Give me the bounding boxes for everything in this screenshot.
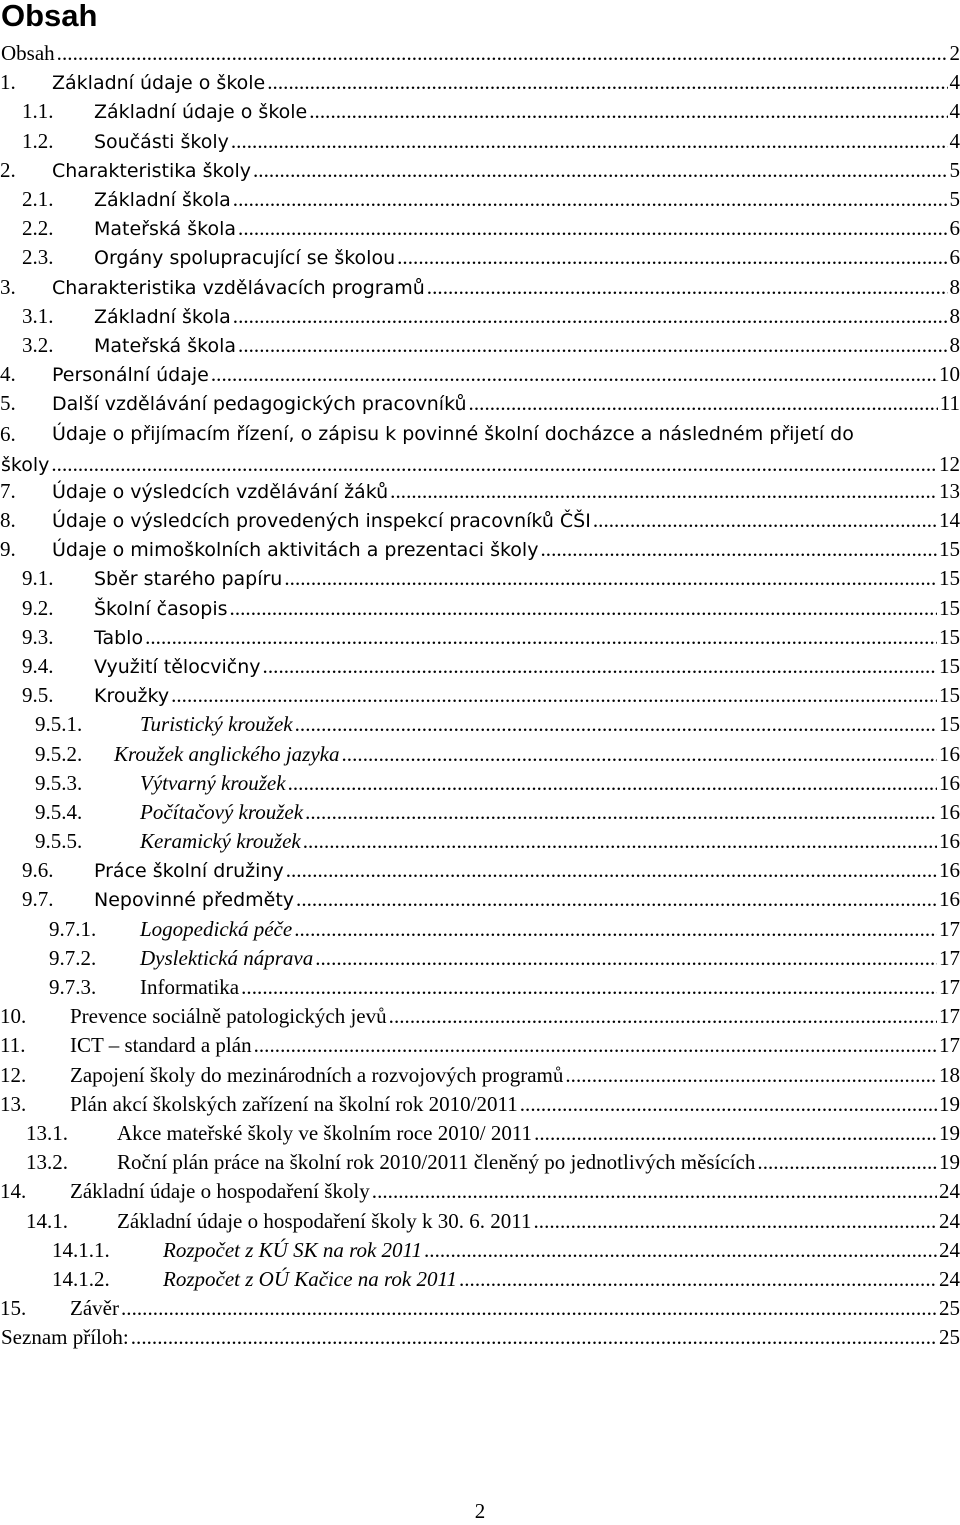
toc-entry-label: Základní údaje o hospodaření školy (70, 1179, 370, 1204)
toc-entry-number: 8. (0, 508, 16, 533)
toc-entry-2[interactable] (0, 158, 960, 187)
toc-entry-label: Kroužky (94, 685, 170, 708)
toc-entry-number: 6. (0, 422, 16, 447)
dot-leader (233, 187, 948, 212)
toc-entry-1[interactable] (0, 70, 960, 99)
toc-entry-label: Údaje o výsledcích vzdělávání žáků (52, 480, 389, 503)
dot-leader (315, 946, 937, 971)
dot-leader (131, 1325, 937, 1350)
toc-entry-obsah[interactable] (0, 41, 960, 70)
toc-entry-page: 4 (949, 70, 960, 95)
toc-entry-number: 9.5.1. (35, 712, 83, 737)
toc-entry-label: Výtvarný kroužek (140, 770, 286, 795)
toc-entry-page: 19 (939, 1091, 960, 1116)
dot-leader (533, 1209, 937, 1234)
toc-entry-14[interactable] (0, 1179, 960, 1208)
toc-entry-label: Další vzdělávání pedagogických pracovníků (52, 393, 467, 416)
dot-leader (397, 245, 947, 270)
toc-entry-5[interactable] (0, 391, 960, 420)
toc-entry-label: Charakteristika školy (52, 159, 251, 182)
toc-entry-page: 16 (939, 829, 960, 854)
toc-entry-page: 17 (939, 1004, 960, 1029)
toc-entry-8[interactable] (0, 508, 960, 537)
dot-leader (231, 129, 948, 154)
toc-entry-number: 14.1.1. (52, 1237, 110, 1262)
toc-entry-label: Základní údaje o škole (52, 72, 266, 95)
dot-leader (263, 654, 937, 679)
toc-entry-10[interactable] (0, 1004, 960, 1033)
toc-entry-page: 15 (939, 595, 960, 620)
toc-entry-label: Počítačový kroužek (140, 799, 304, 824)
toc-entry-page: 17 (939, 1033, 960, 1058)
dot-leader (305, 800, 937, 825)
toc-entry-number: 9.1. (22, 566, 54, 591)
toc-entry-page: 12 (939, 451, 960, 476)
toc-entry-9-5[interactable] (0, 683, 960, 712)
dot-leader (171, 683, 937, 708)
dot-leader (294, 917, 937, 942)
toc-entry-2-3[interactable] (0, 245, 960, 274)
toc-entry-7[interactable] (0, 479, 960, 508)
toc-entry-label: Základní údaje o hospodaření školy k 30. 6. 2011 (117, 1208, 532, 1233)
toc-entry-number: 9.7.3. (49, 975, 97, 1000)
toc-entry-label: Školní časopis (94, 597, 228, 620)
toc-entry-9-4[interactable] (0, 654, 960, 683)
page-title: Obsah (1, 0, 98, 33)
toc-entry-label: Akce mateřské školy ve školním roce 2010/ 2011 (117, 1120, 533, 1145)
table-of-contents (0, 41, 960, 1354)
toc-entry-9-5-5[interactable] (0, 829, 960, 858)
dot-leader (593, 508, 937, 533)
toc-entry-label: Využití tělocvičny (94, 655, 261, 678)
toc-entry-14-1-1[interactable] (0, 1238, 960, 1267)
dot-leader (296, 887, 937, 912)
toc-entry-label: Rozpočet z OÚ Kačice na rok 2011 (163, 1266, 457, 1291)
toc-entry-page: 16 (939, 741, 960, 766)
toc-entry-page: 5 (949, 157, 960, 182)
toc-entry-number: 9.5.4. (35, 799, 83, 824)
toc-entry-3-1[interactable] (0, 304, 960, 333)
toc-entry-number: 9.5. (22, 683, 54, 708)
dot-leader (427, 275, 948, 300)
toc-entry-label: Základní škola (94, 305, 231, 328)
dot-leader (230, 596, 937, 621)
toc-entry-number: 10. (0, 1004, 27, 1029)
toc-entry-number: 2.2. (22, 216, 54, 241)
toc-entry-page: 19 (939, 1120, 960, 1145)
toc-entry-number: 9.7. (22, 887, 54, 912)
toc-entry-page: 17 (939, 945, 960, 970)
dot-leader (342, 742, 938, 767)
dot-leader (51, 450, 937, 479)
toc-entry-13-1[interactable] (0, 1121, 960, 1150)
toc-entry-number: 9.6. (22, 858, 54, 883)
toc-entry-label: Kroužek anglického jazyka (114, 741, 340, 766)
toc-entry-number: 9.3. (22, 624, 54, 649)
toc-entry-number: 3.1. (22, 303, 54, 328)
toc-entry-label: Nepovinné předměty (94, 889, 295, 912)
toc-entry-9-6[interactable] (0, 858, 960, 887)
toc-entry-number: 9.2. (22, 595, 54, 620)
toc-entry-13[interactable] (0, 1092, 960, 1121)
toc-entry-14-1[interactable] (0, 1209, 960, 1238)
toc-entry-page: 17 (939, 916, 960, 941)
toc-entry-page: 15 (939, 653, 960, 678)
dot-leader (469, 391, 938, 416)
toc-entry-number: 13.2. (26, 1150, 68, 1175)
toc-entry-9-5-3[interactable] (0, 771, 960, 800)
toc-entry-11[interactable] (0, 1033, 960, 1062)
dot-leader (459, 1267, 937, 1292)
toc-entry-number: 9.7.2. (49, 945, 97, 970)
toc-entry-number: 5. (0, 391, 16, 416)
toc-entry-9-1[interactable] (0, 566, 960, 595)
toc-entry-page: 5 (949, 186, 960, 211)
toc-entry-1-2[interactable] (0, 129, 960, 158)
dot-leader (286, 858, 937, 883)
dot-leader (284, 566, 937, 591)
dot-leader (372, 1179, 937, 1204)
toc-entry-page: 18 (939, 1062, 960, 1087)
toc-entry-number: 9.7.1. (49, 916, 97, 941)
toc-entry-number: 3. (0, 274, 16, 299)
toc-entry-9-7-3[interactable] (0, 975, 960, 1004)
toc-entry-label: Prevence sociálně patologických jevů (70, 1004, 387, 1029)
toc-entry-page: 15 (939, 537, 960, 562)
dot-leader (309, 99, 947, 124)
page-number: 2 (474, 1499, 486, 1523)
dot-leader (121, 1296, 937, 1321)
toc-entry-page: 8 (949, 332, 960, 357)
dot-leader (57, 41, 948, 66)
toc-entry-label: Údaje o výsledcích provedených inspekcí pracovníků ČŠI (52, 510, 591, 533)
toc-entry-page: 11 (939, 391, 960, 416)
toc-entry-page: 8 (949, 303, 960, 328)
toc-entry-page: 8 (949, 274, 960, 299)
toc-entry-number: 7. (0, 478, 16, 503)
toc-entry-page: 4 (949, 128, 960, 153)
toc-entry-label: Základní údaje o škole (94, 101, 308, 124)
toc-entry-page: 2 (949, 41, 960, 65)
toc-entry-page: 15 (939, 624, 960, 649)
dot-leader (238, 333, 947, 358)
toc-entry-label: Zapojení školy do mezinárodních a rozvojových programů (70, 1062, 564, 1087)
toc-entry-number: 4. (0, 362, 16, 387)
toc-entry-label: Dyslektická náprava (140, 945, 314, 970)
toc-entry-label: Logopedická péče (140, 916, 293, 941)
toc-entry-2-1[interactable] (0, 187, 960, 216)
toc-entry-label: Seznam příloh: (1, 1325, 129, 1350)
dot-leader (534, 1121, 937, 1146)
toc-entry-number: 3.2. (22, 332, 54, 357)
toc-entry-3[interactable] (0, 275, 960, 304)
toc-entry-page: 4 (949, 99, 960, 124)
toc-entry-label: Informatika (140, 975, 240, 1000)
toc-entry-9-7-1[interactable] (0, 917, 960, 946)
toc-entry-number: 2. (0, 157, 16, 182)
toc-entry-label: Mateřská škola (94, 334, 237, 357)
toc-entry-page: 19 (939, 1150, 960, 1175)
dot-leader (390, 479, 937, 504)
toc-entry-number: 9.4. (22, 653, 54, 678)
toc-entry-number: 11. (0, 1033, 26, 1058)
toc-entry-4[interactable] (0, 362, 960, 391)
dot-leader (145, 625, 937, 650)
toc-entry-9-3[interactable] (0, 625, 960, 654)
dot-leader (565, 1063, 937, 1088)
dot-leader (267, 70, 947, 95)
toc-entry-number: 9.5.2. (35, 741, 83, 766)
toc-entry-12[interactable] (0, 1063, 960, 1092)
toc-entry-1-1[interactable] (0, 99, 960, 128)
toc-entry-number: 2.3. (22, 245, 54, 270)
toc-entry-13-2[interactable] (0, 1150, 960, 1179)
toc-entry-label: Orgány spolupracující se školou (94, 247, 396, 270)
toc-entry-9-5-1[interactable] (0, 712, 960, 741)
dot-leader (211, 362, 937, 387)
toc-entry-number: 1.1. (22, 99, 54, 124)
dot-leader (757, 1150, 937, 1175)
toc-entry-number: 9.5.3. (35, 770, 83, 795)
toc-entry-page: 16 (939, 887, 960, 912)
toc-entry-label: Údaje o mimoškolních aktivitách a prezentaci školy (52, 539, 539, 562)
dot-leader (389, 1004, 937, 1029)
toc-entry-number: 14.1.2. (52, 1266, 110, 1291)
toc-entry-number: 1.2. (22, 128, 54, 153)
toc-entry-page: 16 (939, 770, 960, 795)
toc-entry-page: 24 (939, 1179, 960, 1204)
toc-entry-number: 9. (0, 537, 16, 562)
toc-entry-page: 15 (939, 683, 960, 708)
toc-entry-9-7[interactable] (0, 887, 960, 916)
toc-entry-label: Obsah (1, 41, 55, 65)
dot-leader (288, 771, 937, 796)
dot-leader (254, 1033, 937, 1058)
toc-entry-page: 16 (939, 858, 960, 883)
toc-entry-label: Mateřská škola (94, 218, 237, 241)
toc-entry-label: školy (1, 453, 50, 476)
toc-entry-label: ICT – standard a plán (70, 1033, 252, 1058)
toc-entry-2-2[interactable] (0, 216, 960, 245)
toc-entry-label: Tablo (94, 626, 144, 649)
toc-entry-page: 14 (939, 508, 960, 533)
dot-leader (233, 304, 948, 329)
toc-entry-page: 6 (949, 216, 960, 241)
toc-entry-number: 14.1. (26, 1208, 68, 1233)
toc-entry-number: 12. (0, 1062, 27, 1087)
toc-entry-number: 13.1. (26, 1120, 68, 1145)
toc-entry-label: Keramický kroužek (140, 829, 301, 854)
dot-leader (238, 216, 947, 241)
toc-entry-9[interactable] (0, 537, 960, 566)
toc-entry-page: 13 (939, 478, 960, 503)
toc-entry-page: 17 (939, 975, 960, 1000)
toc-entry-label: Roční plán práce na školní rok 2010/2011 členěný po jednotlivých měsících (117, 1150, 756, 1175)
toc-entry-seznam-priloh[interactable] (0, 1325, 960, 1354)
dot-leader (303, 829, 937, 854)
toc-entry-label: Sběr starého papíru (94, 568, 283, 591)
dot-leader (424, 1238, 937, 1263)
toc-entry-page: 24 (939, 1237, 960, 1262)
toc-entry-label: Plán akcí školských zařízení na školní rok 2010/2011 (70, 1091, 518, 1116)
toc-entry-9-5-2[interactable] (0, 742, 960, 771)
toc-entry-9-2[interactable] (0, 596, 960, 625)
toc-entry-page: 25 (939, 1325, 960, 1350)
toc-entry-3-2[interactable] (0, 333, 960, 362)
toc-entry-page: 10 (939, 362, 960, 387)
toc-entry-label: Personální údaje (52, 364, 209, 387)
toc-entry-label: Závěr (70, 1296, 119, 1321)
toc-entry-label-line1: Údaje o přijímacím řízení, o zápisu k povinné školní docházce a následném přijetí do (52, 423, 854, 446)
dot-leader (520, 1092, 937, 1117)
toc-entry-label: Charakteristika vzdělávacích programů (52, 276, 425, 299)
toc-entry-14-1-2[interactable] (0, 1267, 960, 1296)
toc-entry-number: 13. (0, 1091, 27, 1116)
toc-entry-number: 1. (0, 70, 16, 95)
toc-entry-15[interactable] (0, 1296, 960, 1325)
toc-entry-page: 25 (939, 1296, 960, 1321)
toc-entry-number: 14. (0, 1179, 27, 1204)
dot-leader (241, 975, 937, 1000)
toc-entry-number: 15. (0, 1296, 27, 1321)
toc-entry-label: Práce školní družiny (94, 860, 284, 883)
toc-entry-number: 2.1. (22, 186, 54, 211)
dot-leader (540, 537, 937, 562)
toc-entry-label: Rozpočet z KÚ SK na rok 2011 (163, 1237, 422, 1262)
toc-entry-page: 24 (939, 1266, 960, 1291)
toc-entry-6[interactable] (0, 420, 960, 478)
toc-entry-page: 16 (939, 799, 960, 824)
toc-entry-page: 6 (949, 245, 960, 270)
toc-entry-label: Součásti školy (94, 130, 229, 153)
dot-leader (253, 158, 948, 183)
toc-entry-9-5-4[interactable] (0, 800, 960, 829)
toc-entry-number: 9.5.5. (35, 829, 83, 854)
toc-entry-label: Základní škola (94, 188, 231, 211)
toc-entry-label: Turistický kroužek (140, 712, 293, 737)
dot-leader (295, 712, 937, 737)
toc-entry-page: 15 (939, 712, 960, 737)
toc-entry-page: 15 (939, 566, 960, 591)
toc-entry-page: 24 (939, 1208, 960, 1233)
toc-entry-9-7-2[interactable] (0, 946, 960, 975)
